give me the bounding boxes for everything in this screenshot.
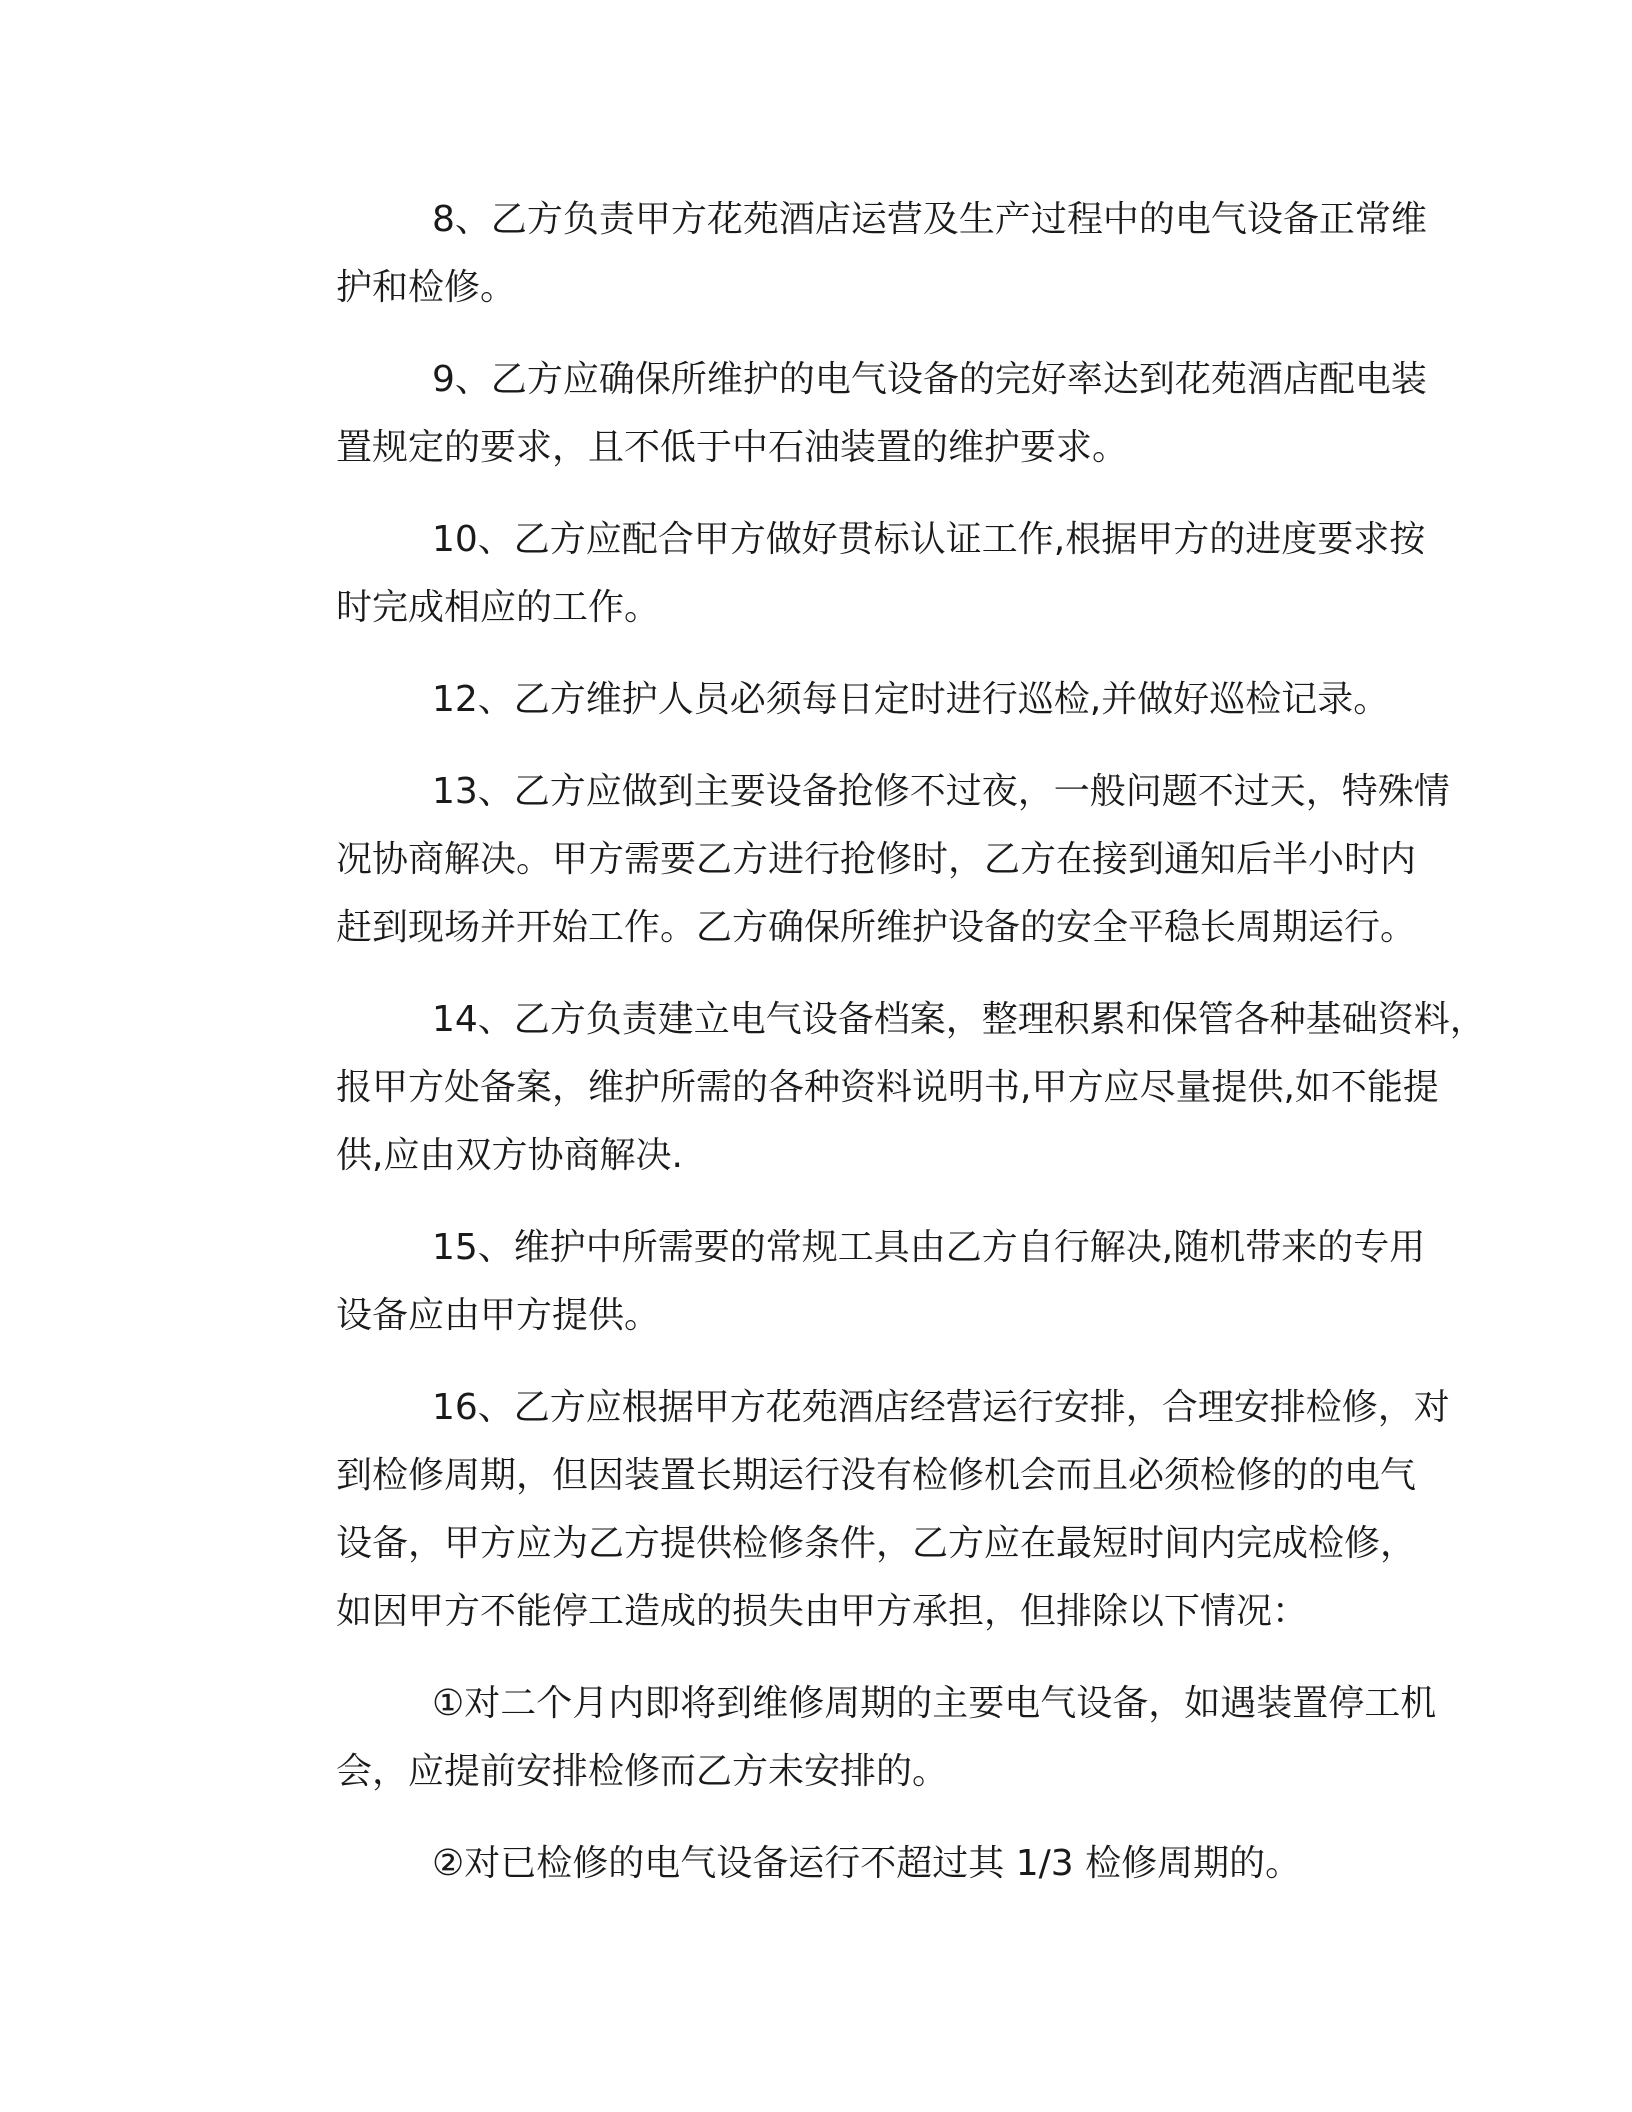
clause-line: 报甲方处备案，维护所需的各种资料说明书,甲方应尽量提供,如不能提 [336,1067,1439,1108]
exception-2 [240,1830,1420,1898]
clause-line: 14、乙方负责建立电气设备档案，整理积累和保管各种基础资料， [432,999,1486,1040]
clause-line: 13、乙方应做到主要设备抢修不过夜，一般问题不过天，特殊情 [432,771,1450,812]
clause-line: 如因甲方不能停工造成的损失由甲方承担，但排除以下情况： [336,1591,1309,1632]
clause-line: 赶到现场并开始工作。乙方确保所维护设备的安全平稳长周期运行。 [336,907,1417,948]
clause-line: 到检修周期，但因装置长期运行没有检修机会而且必须检修的的电气 [336,1455,1417,1496]
clause-8 [240,186,1427,322]
clause-line: 时完成相应的工作。 [336,587,661,628]
clause-line: 会，应提前安排检修而乙方未安排的。 [336,1751,949,1792]
clause-line: ②对已检修的电气设备运行不超过其 1/3 检修周期的。 [432,1843,1302,1884]
clause-line: 供,应由双方协商解决. [336,1135,683,1176]
clause-line: 况协商解决。甲方需要乙方进行抢修时，乙方在接到通知后半小时内 [336,839,1417,880]
clause-10 [240,506,1426,642]
exception-1 [240,1670,1437,1806]
clause-line: 9、乙方应确保所维护的电气设备的完好率达到花苑酒店配电装 [432,359,1427,400]
clause-line: 设备，甲方应为乙方提供检修条件，乙方应在最短时间内完成检修， [336,1523,1417,1564]
clause-line: 16、乙方应根据甲方花苑酒店经营运行安排，合理安排检修，对 [432,1387,1450,1428]
clause-line: 设备应由甲方提供。 [336,1295,661,1336]
clause-line: 10、乙方应配合甲方做好贯标认证工作,根据甲方的进度要求按 [432,519,1426,560]
clause-line: 15、维护中所需要的常规工具由乙方自行解决,随机带来的专用 [432,1227,1426,1268]
clause-line: ①对二个月内即将到维修周期的主要电气设备，如遇装置停工机 [432,1683,1437,1724]
clause-13 [240,758,1450,962]
clause-12 [240,666,1420,734]
clause-16 [240,1374,1450,1646]
clause-15 [240,1214,1426,1350]
clause-14 [240,986,1486,1190]
clause-line: 8、乙方负责甲方花苑酒店运营及生产过程中的电气设备正常维 [432,199,1427,240]
clause-line: 12、乙方维护人员必须每日定时进行巡检,并做好巡检记录。 [432,679,1390,720]
clause-9 [240,346,1427,482]
clause-line: 置规定的要求，且不低于中石油装置的维护要求。 [336,427,1129,468]
clause-line: 护和检修。 [336,267,517,308]
document-page [240,186,1486,1922]
